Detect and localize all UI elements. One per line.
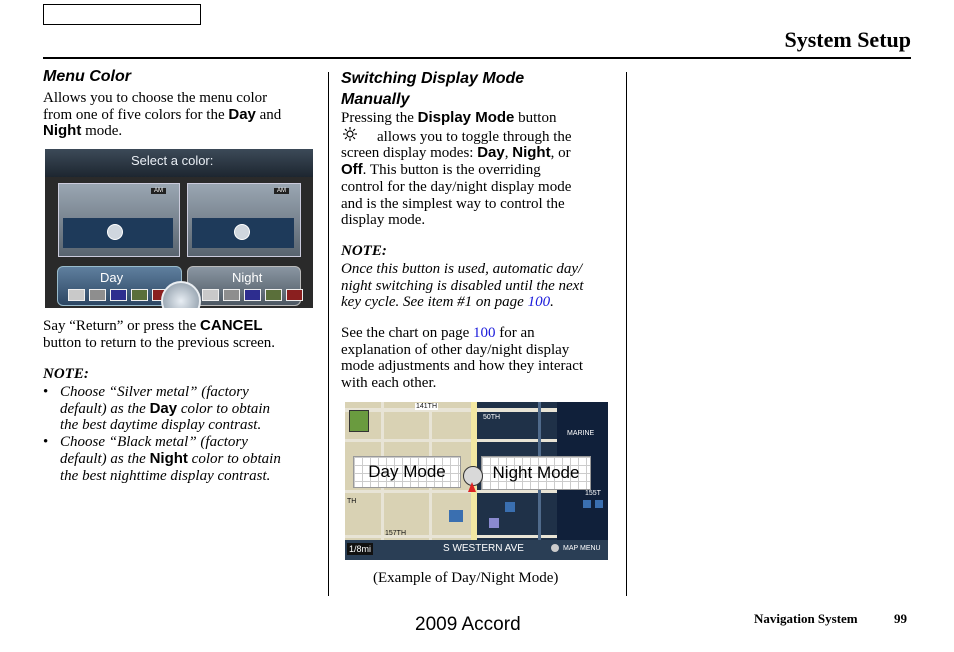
menu-note-title: NOTE: — [43, 366, 89, 382]
road-label: 50TH — [483, 414, 501, 421]
color-swatch[interactable] — [89, 289, 106, 301]
note-2-b-text: default) as the — [60, 450, 150, 467]
poi-icon — [595, 500, 603, 508]
dm-or: , or — [550, 145, 571, 162]
dm-modes-text: screen display modes: — [341, 145, 478, 162]
color-swatch[interactable] — [202, 289, 219, 301]
see-a: See the chart on page — [341, 325, 474, 341]
dm-night: Night — [512, 144, 551, 162]
night-button[interactable] — [187, 266, 301, 306]
day-preview-knob — [107, 224, 123, 240]
intro-line-2 — [43, 107, 323, 124]
note-2-b — [60, 451, 323, 468]
dm-note-last: key cycle. See item #1 on page — [341, 294, 528, 311]
dm-overriding: . This button is the overriding — [362, 162, 541, 179]
see-line-1 — [341, 325, 623, 342]
note-2-a: • Choose “Black metal” (factory — [60, 434, 248, 451]
intro-line-3 — [43, 123, 323, 140]
night-swatches — [202, 289, 303, 301]
screen-prompt: Select a color: — [131, 153, 214, 168]
night-mode-label: Night Mode — [481, 456, 591, 490]
road-label: TH — [347, 498, 357, 505]
day-mode-label: Day Mode — [353, 456, 461, 488]
road-label: MARINE — [567, 430, 595, 437]
header-tab-box — [43, 4, 201, 25]
color-swatch[interactable] — [131, 289, 148, 301]
dm-display-mode-word: Display Mode — [417, 109, 515, 126]
map-pin-icon — [349, 410, 369, 432]
day-am-badge: AM — [151, 188, 166, 194]
night-preview-panel — [187, 183, 301, 257]
color-swatch[interactable] — [110, 289, 127, 301]
note-2-night: Night — [149, 449, 188, 467]
footer-nav-label: Navigation System — [754, 611, 858, 626]
header-rule — [43, 57, 911, 59]
intro-night: Night — [43, 122, 82, 140]
dm-note — [341, 261, 623, 311]
say-return-a: Say “Return” or press the — [43, 318, 201, 334]
dm-line-2 — [341, 127, 623, 146]
note-1-b-text: default) as the — [60, 400, 150, 417]
dm-line-7: display mode. — [341, 212, 426, 229]
night-am-badge: AM — [274, 188, 289, 194]
menu-color-heading: Menu Color — [43, 68, 131, 85]
poi-icon — [489, 518, 499, 528]
intro-text: from one of five colors for the — [43, 106, 229, 123]
map-menu-button[interactable]: MAP MENU — [563, 545, 601, 552]
section-title: System Setup — [784, 27, 911, 52]
dm-note-1: Once this button is used, automatic day/ — [341, 261, 583, 277]
dm-line-3 — [341, 145, 623, 162]
intro-mode: mode. — [81, 123, 123, 140]
say-return-line-1 — [43, 318, 323, 335]
color-swatch[interactable] — [265, 289, 282, 301]
menu-color-screenshot — [45, 149, 313, 308]
see-line-4: with each other. — [341, 375, 437, 392]
night-preview-knob — [234, 224, 250, 240]
day-night-map-screenshot — [345, 402, 608, 560]
road-label: 141TH — [416, 403, 438, 410]
sun-moon-icon — [341, 127, 377, 146]
note-1-a: • Choose “Silver metal” (factory — [60, 384, 249, 400]
street-name: S WESTERN AVE — [443, 543, 524, 554]
day-swatches — [68, 289, 169, 301]
note-1-c: color to obtain — [177, 400, 271, 417]
menu-color-intro — [43, 90, 323, 140]
road-label: 157TH — [385, 530, 407, 537]
dm-day: Day — [477, 144, 505, 162]
menu-note-item — [43, 384, 323, 434]
see-line-2: explanation of other day/night display — [341, 341, 570, 358]
page-number: 99 — [894, 611, 907, 626]
dm-line-5: control for the day/night display mode — [341, 178, 572, 195]
map-scale[interactable]: 1/8mi — [349, 544, 372, 554]
cancel-word: CANCEL — [200, 317, 263, 334]
dm-button: button — [514, 110, 557, 126]
day-button-label: Day — [100, 270, 124, 285]
map-caption: (Example of Day/Night Mode) — [373, 570, 559, 586]
column-divider-1 — [328, 72, 329, 596]
say-return-text — [43, 318, 323, 351]
note-1-d: the best daytime display contrast. — [60, 417, 262, 434]
see-line-3: mode adjustments and how they interact — [341, 358, 584, 375]
color-swatch[interactable] — [244, 289, 261, 301]
dm-line-1 — [341, 110, 623, 127]
dm-toggle-text: allows you to toggle through the — [377, 128, 572, 145]
dm-line-6: and is the simplest way to control the — [341, 195, 565, 212]
road-label: 155T — [585, 490, 601, 497]
color-swatch[interactable] — [223, 289, 240, 301]
display-mode-heading-1: Switching Display Mode — [341, 70, 525, 87]
poi-icon — [449, 510, 463, 522]
note-2-c: color to obtain — [187, 450, 281, 467]
dm-pressing: Pressing the — [341, 110, 418, 126]
dm-comma: , — [504, 145, 513, 162]
dm-line-4 — [341, 162, 623, 179]
note-1-day: Day — [149, 399, 178, 417]
poi-icon — [583, 500, 591, 508]
see-page-link[interactable]: 100 — [473, 325, 496, 341]
note-1-b — [60, 401, 323, 418]
vehicle-arrow-icon — [468, 482, 476, 492]
dm-note-3: key cycle. See item #1 on page 100. — [341, 294, 554, 311]
footer-model: 2009 Accord — [415, 614, 521, 635]
dm-note-title: NOTE: — [341, 243, 387, 259]
say-return-line-2: button to return to the previous screen. — [43, 334, 276, 351]
see-chart-paragraph — [341, 325, 623, 392]
display-mode-paragraph — [341, 110, 623, 229]
day-preview-panel — [58, 183, 180, 257]
note-2-d: the best nighttime display contrast. — [60, 467, 271, 484]
display-mode-heading-2: Manually — [341, 91, 410, 108]
dm-off: Off — [341, 161, 363, 179]
column-divider-2 — [626, 72, 627, 596]
intro-and: and — [255, 106, 282, 123]
menu-note-item — [43, 434, 323, 484]
intro-day: Day — [228, 105, 256, 123]
voice-icon — [551, 544, 559, 552]
intro-line-1: Allows you to choose the menu color — [43, 90, 268, 106]
color-swatch[interactable] — [286, 289, 303, 301]
poi-icon — [505, 502, 515, 512]
menu-notes — [43, 384, 323, 484]
dm-note-page-link[interactable]: 100 — [527, 294, 551, 311]
night-button-label: Night — [232, 270, 263, 285]
display-mode-heading — [341, 68, 524, 110]
dm-note-2: night switching is disabled until the next — [341, 277, 584, 294]
see-b: for an — [495, 325, 535, 341]
color-swatch[interactable] — [68, 289, 85, 301]
